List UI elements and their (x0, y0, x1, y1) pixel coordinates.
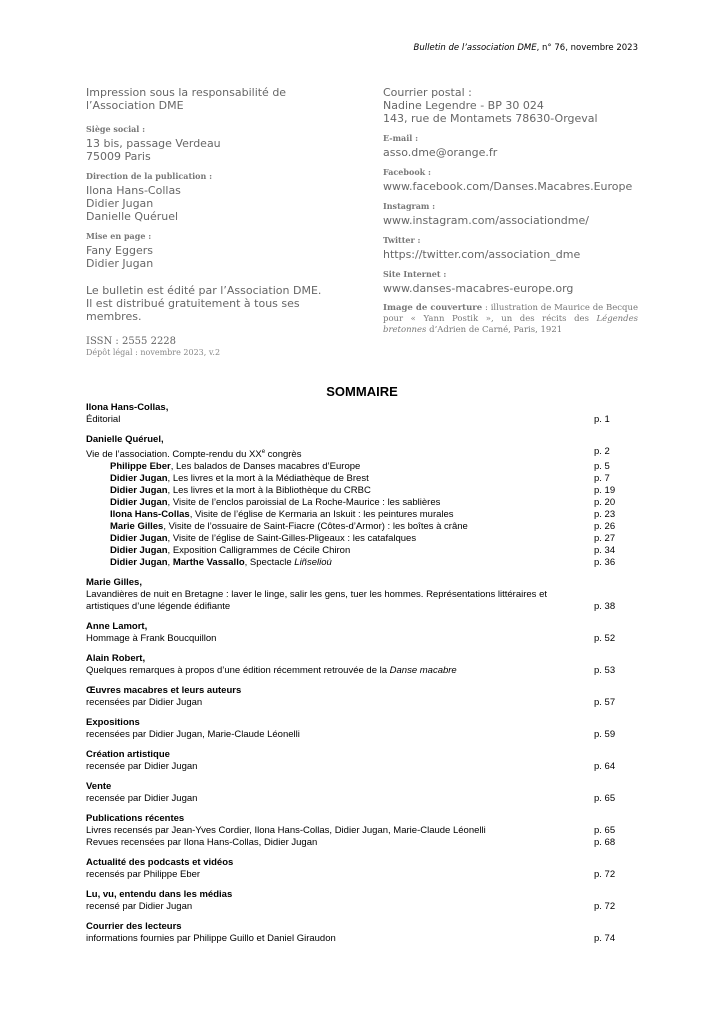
toc-entry-page: p. 38 (594, 601, 616, 613)
toc-entry-text: Livres recensés par Jean-Yves Cordier, Ilona Hans-Collas, Didier Jugan, Marie-Claude Léonelli (86, 825, 486, 837)
toc-subentry-italic: Liñseliou̇ (294, 557, 332, 569)
toc-entry-page: p. 7 (594, 473, 610, 485)
cover-text-2: d’Adrien de Carné, Paris, 1921 (426, 325, 563, 335)
toc-subentry-author: Didier Jugan (110, 473, 168, 485)
toc-section (86, 749, 620, 773)
direction-label: Direction de la publication : (86, 171, 213, 181)
toc-entry-text: recensées par Didier Jugan, Marie-Claude Léonelli (86, 729, 300, 741)
toc-subentry-text (86, 473, 594, 485)
header-issue: , n° 76, novembre 2023 (536, 43, 638, 53)
toc-subentry-text (86, 545, 594, 557)
siege-label: Siège social : (86, 124, 146, 134)
running-header (414, 43, 638, 53)
colophon-left (86, 86, 326, 365)
toc-subentry[interactable] (86, 533, 620, 545)
toc-subentry-text (86, 533, 594, 545)
instagram-link[interactable]: www.instagram.com/associationdme/ (383, 214, 589, 227)
toc-subentry-author: Philippe Eber (110, 461, 171, 473)
toc-section (86, 889, 620, 913)
toc-subentry[interactable] (86, 497, 620, 509)
toc-subentry-sep: , (167, 557, 173, 569)
toc-entry[interactable] (86, 825, 620, 837)
toc-subentry-author: Didier Jugan (110, 545, 168, 557)
toc-entry-page: p. 74 (594, 933, 616, 945)
toc-entry-page: p. 53 (594, 665, 616, 677)
toc-entry-page: p. 72 (594, 869, 616, 881)
colophon (86, 86, 638, 376)
toc-entry[interactable] (86, 446, 620, 461)
toc-entry[interactable] (86, 933, 620, 945)
toc-entry-sup: e (261, 449, 266, 455)
toc-entry-page: p. 57 (594, 697, 616, 709)
issn-block (86, 335, 326, 357)
toc-subentry-title: , Les balados de Danses macabres d’Europe (170, 461, 361, 473)
toc-entry[interactable] (86, 837, 620, 849)
facebook-label: Facebook : (383, 167, 431, 177)
colophon-right (383, 86, 638, 344)
toc-section-heading: Œuvres macabres et leurs auteurs (86, 685, 242, 697)
toc-entry-page: p. 36 (594, 557, 616, 569)
miseenpage-value: Fany Eggers Didier Jugan (86, 244, 154, 270)
toc-entry-page: p. 65 (594, 825, 616, 837)
toc-subentry-author: Ilona Hans-Collas (110, 509, 190, 521)
toc-section (86, 717, 620, 741)
toc-entry-page: p. 2 (594, 446, 610, 457)
cover-italic: Légendes bretonnes (383, 314, 638, 335)
toc-section (86, 813, 620, 849)
sommaire-title: SOMMAIRE (326, 384, 398, 399)
toc-subentry-author: Didier Jugan (110, 497, 168, 509)
toc-entry-italic: Danse macabre (389, 665, 457, 677)
courrier-value: Nadine Legendre - BP 30 024 143, rue de Montamets 78630-Orgeval (383, 99, 598, 125)
toc-entry[interactable] (86, 869, 620, 881)
site-link[interactable]: www.danses-macabres-europe.org (383, 282, 574, 295)
toc-entry-page: p. 20 (594, 497, 616, 509)
toc-entry-text-part: Vie de l’association. Compte-rendu du XX (86, 449, 262, 461)
toc-entry-page: p. 23 (594, 509, 616, 521)
toc-entry-text: recensées par Didier Jugan (86, 697, 203, 709)
depot-legal: Dépôt légal : novembre 2023, v.2 (86, 348, 221, 357)
toc-entry-text (86, 446, 594, 461)
table-of-contents (86, 402, 620, 953)
toc-subentry[interactable] (86, 557, 620, 569)
toc-section-author: Anne Lamort, (86, 621, 148, 633)
toc-entry-text: informations fournies par Philippe Guillo et Daniel Giraudon (86, 933, 336, 945)
toc-entry[interactable] (86, 901, 620, 913)
toc-section-heading: Publications récentes (86, 813, 185, 825)
toc-entry[interactable] (86, 793, 620, 805)
toc-section (86, 921, 620, 945)
issn-value: ISSN : 2555 2228 (86, 336, 177, 347)
instagram-label: Instagram : (383, 201, 436, 211)
toc-entry-text: recensés par Philippe Eber (86, 869, 201, 881)
toc-entry[interactable] (86, 729, 620, 741)
toc-subentry-title: , Visite de l’ossuaire de Saint-Fiacre (Côtes-d’Armor) : les boîtes à crâne (163, 521, 468, 533)
direction-value: Ilona Hans-Collas Didier Jugan Danielle Quéruel (86, 184, 181, 223)
toc-section-author: Alain Robert, (86, 653, 146, 665)
toc-subentry-title: , Visite de l’église de Kermaria an Iskuit : les peintures murales (189, 509, 454, 521)
toc-section-heading: Courrier des lecteurs (86, 921, 182, 933)
twitter-block (383, 235, 638, 261)
toc-entry-text: recensé par Didier Jugan (86, 901, 193, 913)
toc-section (86, 781, 620, 805)
toc-subentry-author: Didier Jugan (110, 557, 168, 569)
instagram-block (383, 201, 638, 227)
toc-entry-text: recensée par Didier Jugan (86, 761, 198, 773)
toc-entry[interactable] (86, 414, 620, 426)
toc-subentry-text (86, 521, 594, 533)
miseenpage-block (86, 231, 326, 270)
cover-text-1: : illustration de Maurice de Becque pour « Yann Postik », un des récits des (383, 303, 638, 324)
toc-section-heading: Création artistique (86, 749, 170, 761)
toc-subentry-title: , Visite de l’église de Saint-Gilles-Pligeaux : les catafalques (167, 533, 417, 545)
toc-subentry-author: Marie Gilles (110, 521, 164, 533)
toc-entry-page: p. 19 (594, 485, 616, 497)
toc-subentry[interactable] (86, 545, 620, 557)
impression-block (86, 86, 326, 112)
toc-entry-text: recensée par Didier Jugan (86, 793, 198, 805)
toc-entry-page: p. 52 (594, 633, 616, 645)
toc-subentry-text (86, 557, 594, 569)
toc-subentry-title: , Visite de l’enclos paroissial de La Roche-Maurice : les sablières (167, 497, 441, 509)
toc-subentry[interactable] (86, 521, 620, 533)
cover-label: Image de couverture (383, 303, 483, 313)
toc-entry-page: p. 34 (594, 545, 616, 557)
toc-section-author: Marie Gilles, (86, 577, 142, 589)
facebook-block (383, 167, 638, 193)
toc-subentry-title: , Les livres et la mort à la Médiathèque de Brest (167, 473, 369, 485)
toc-subentry-title: , Exposition Calligrammes de Cécile Chiron (167, 545, 351, 557)
toc-subentry[interactable] (86, 461, 620, 473)
bulletin-block (86, 284, 326, 323)
cover-credit (383, 303, 638, 336)
impression-text: Impression sous la responsabilité de l’Association DME (86, 86, 287, 112)
toc-entry-page: p. 68 (594, 837, 616, 849)
toc-entry-page: p. 5 (594, 461, 610, 473)
bulletin-text: Le bulletin est édité par l’Association DME. Il est distribué gratuitement à tous ses membres. (86, 284, 322, 323)
toc-entry-page: p. 27 (594, 533, 616, 545)
toc-entry-page: p. 26 (594, 521, 616, 533)
toc-entry-page: p. 65 (594, 793, 616, 805)
toc-entry-page: p. 64 (594, 761, 616, 773)
siege-value: 13 bis, passage Verdeau 75009 Paris (86, 137, 221, 163)
courrier-label: Courrier postal : (383, 86, 472, 99)
toc-subentry-author: Didier Jugan (110, 533, 168, 545)
toc-entry[interactable] (86, 589, 620, 613)
toc-subentry-title: , Spectacle (244, 557, 295, 569)
toc-subentry[interactable] (86, 485, 620, 497)
toc-section-heading: Vente (86, 781, 112, 793)
twitter-label: Twitter : (383, 235, 421, 245)
courrier-block (383, 86, 638, 125)
toc-entry-text: Hommage à Frank Boucquillon (86, 633, 217, 645)
toc-entry[interactable] (86, 633, 620, 645)
toc-entry[interactable] (86, 665, 620, 677)
header-journal-title: Bulletin de l’association DME (413, 43, 537, 53)
site-label: Site Internet : (383, 269, 447, 279)
toc-subentries (86, 461, 620, 557)
toc-section (86, 685, 620, 709)
toc-subentry-title: , Les livres et la mort à la Bibliothèque du CRBC (167, 485, 371, 497)
toc-section (86, 577, 620, 613)
email-block (383, 133, 638, 159)
toc-section (86, 402, 620, 426)
toc-entry-text: Revues recensées par Ilona Hans-Collas, Didier Jugan (86, 837, 318, 849)
toc-entry-text: Lavandières de nuit en Bretagne : laver le linge, salir les gens, tuer les hommes. Représentations littéraires et artistiques d’une légende édifiante (86, 589, 547, 613)
toc-entry-page: p. 59 (594, 729, 616, 741)
toc-section-heading: Lu, vu, entendu dans les médias (86, 889, 233, 901)
toc-section-heading: Actualité des podcasts et vidéos (86, 857, 234, 869)
toc-subentry-text (86, 509, 594, 521)
toc-subentry-author: Marthe Vassallo (172, 557, 245, 569)
twitter-link[interactable]: https://twitter.com/association_dme (383, 248, 581, 261)
toc-section-author: Ilona Hans-Collas, (86, 402, 169, 413)
toc-section-heading: Expositions (86, 717, 140, 729)
toc-subentry-text (86, 485, 594, 497)
siege-block (86, 124, 326, 163)
toc-subentry[interactable] (86, 473, 620, 485)
miseenpage-label: Mise en page : (86, 231, 152, 241)
toc-subentry-text (86, 461, 594, 473)
toc-subentry-author: Didier Jugan (110, 485, 168, 497)
site-block (383, 269, 638, 295)
toc-subentry-text (86, 497, 594, 509)
toc-entry[interactable] (86, 697, 620, 709)
toc-subentry[interactable] (86, 509, 620, 521)
facebook-link[interactable]: www.facebook.com/Danses.Macabres.Europe (383, 180, 633, 193)
toc-entry-text: Éditorial (86, 414, 121, 425)
direction-block (86, 171, 326, 223)
toc-section (86, 434, 620, 569)
toc-entry-text (86, 665, 594, 677)
toc-entry-page: p. 1 (594, 414, 610, 425)
toc-entry-text-part: congrès (265, 449, 302, 461)
toc-entry[interactable] (86, 761, 620, 773)
email-value[interactable]: asso.dme@orange.fr (383, 146, 498, 159)
toc-entry-page: p. 72 (594, 901, 616, 913)
toc-section (86, 621, 620, 645)
email-label: E-mail : (383, 133, 419, 143)
toc-section (86, 653, 620, 677)
toc-entry-text-part: Quelques remarques à propos d’une édition récemment retrouvée de la (86, 665, 390, 677)
toc-section-author: Danielle Quéruel, (86, 434, 164, 445)
toc-section (86, 857, 620, 881)
